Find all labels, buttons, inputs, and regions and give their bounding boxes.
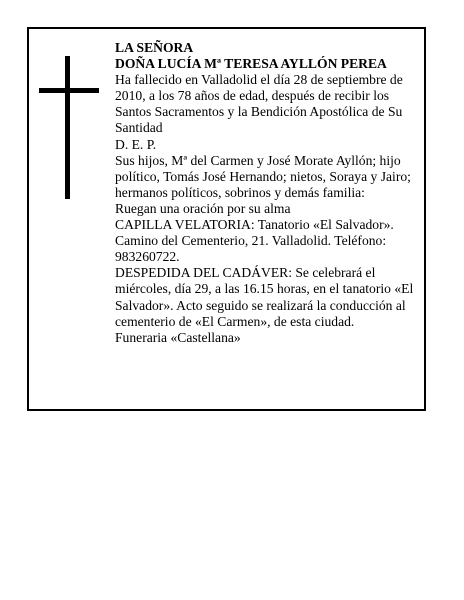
notice-line: Ha fallecido en Valladolid el día 28 de septiembre de xyxy=(115,72,403,88)
funeral-home-line: Funeraria «Castellana» xyxy=(115,329,241,345)
notice-line: Sus hijos, Mª del Carmen y José Morate Ayllón; hijo xyxy=(115,152,401,168)
notice-line: Santos Sacramentos y la Bendición Apostólica de Su xyxy=(115,104,403,120)
notice-line: hermanos políticos, sobrinos y demás familia: xyxy=(115,184,365,200)
cross-vertical-bar xyxy=(65,56,70,199)
notice-line: cementerio de «El Carmen», de esta ciudad. xyxy=(115,313,355,329)
notice-title: LA SEÑORA xyxy=(115,40,194,55)
obituary-notice xyxy=(27,27,426,411)
notice-line: 2010, a los 78 años de edad, después de recibir los xyxy=(115,88,390,104)
farewell-line: DESPEDIDA DEL CADÁVER: Se celebrará el xyxy=(115,265,376,281)
notice-line: Camino del Cementerio, 21. Valladolid. Teléfono: xyxy=(115,233,387,249)
dep-line: D. E. P. xyxy=(115,136,157,152)
chapel-line: CAPILLA VELATORIA: Tanatorio «El Salvador». xyxy=(115,217,394,233)
deceased-name: DOÑA LUCÍA Mª TERESA AYLLÓN PEREA xyxy=(115,56,387,72)
notice-line: miércoles, día 29, a las 16.15 horas, en el tanatorio «El xyxy=(115,281,414,297)
notice-line: Salvador». Acto seguido se realizará la conducción al xyxy=(115,297,406,313)
notice-line: Ruegan una oración por su alma xyxy=(115,200,291,216)
notice-line: político, Tomás José Hernando; nietos, Soraya y Jairo; xyxy=(115,168,411,184)
cross-icon xyxy=(39,56,99,199)
notice-line: 983260722. xyxy=(115,249,180,265)
notice-text xyxy=(115,40,415,346)
notice-line: Santidad xyxy=(115,120,163,136)
cross-horizontal-bar xyxy=(39,88,99,93)
